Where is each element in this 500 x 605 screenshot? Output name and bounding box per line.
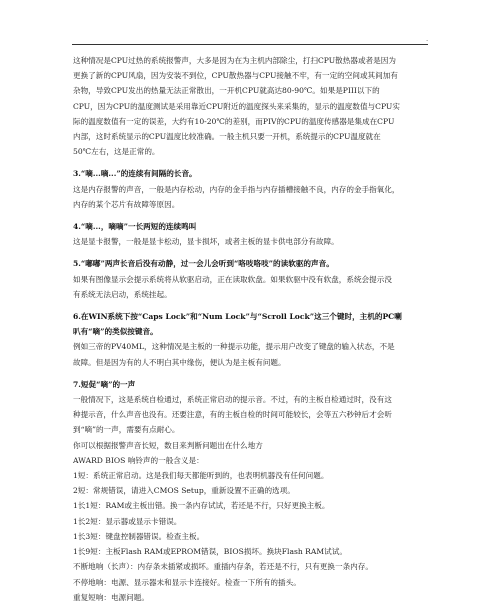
section-5	[73, 256, 431, 302]
text-line: 不停地响：电源、显示器未和显示卡连接好。检查一下所有的插头。	[73, 577, 301, 587]
text-line: 例如三帝的PV40ML，这种情况是主板的一种提示功能，提示用户改变了键盘的输入状态，不是	[73, 342, 395, 352]
section-heading: 4.“嘀...，嘀嘀”一长两短的连续鸣叫	[73, 222, 197, 232]
text-line: 如果有图像显示会提示系统将从软驱启动，正在读取软盘。如果软驱中没有软盘，系统会提示没	[73, 274, 392, 284]
text-line: 这是内存报警的声音，一般是内存松动，内存的金手指与内存插槽接触不良，内存的金手指氧化，	[73, 184, 400, 194]
section-heading: 7.短促“嘀”的一声	[73, 379, 136, 389]
text-line: 种提示音，什么声音也没有。还要注意，有的主板自检的时间可能较长，会等五六秒钟后才会听	[73, 410, 392, 420]
section-heading: 5.“嘟嘟”两声长音后没有动静，过一会儿会听到“咯吱咯吱”的读软驱的声音。	[73, 259, 334, 269]
text-line: 故障。但是因为有的人不明白其中缘伤，便认为是主板有问题。	[73, 357, 286, 367]
text-line: 内存的某个芯片有故障等原因。	[73, 199, 180, 209]
text-line: 有系统无法启动，系统挂起。	[73, 289, 172, 299]
document-body	[73, 53, 431, 605]
section-6	[73, 309, 431, 370]
text-line: 1长3短：键盘控制器错误。检查主板。	[73, 531, 205, 541]
text-line: 1短：系统正常启动。这是我们每天都能听到的，也表明机器没有任何问题。	[73, 471, 329, 481]
text-line: 更换了新的CPU风扇，因为安装不到位，CPU散热器与CPU接触不牢，有一定的空间或其间加有	[73, 71, 398, 81]
text-line: 你可以根据报警声音长短，数目来判断问题出在什么地方	[73, 440, 263, 450]
text-line: 一般情况下，这是系统自检通过，系统正常启动的提示音。不过，有的主板自检通过时，没有这	[73, 395, 392, 405]
header-mark: .	[426, 36, 428, 43]
text-line: AWARD BIOS 响铃声的一般含义是：	[73, 455, 204, 465]
text-line: 到“嘀”的一声，需要有点耐心。	[73, 425, 180, 435]
text-line: 不断地响（长声）：内存条未插紧或损坏。重插内存条，若还是不行，只有更换一条内存。	[73, 562, 373, 572]
section-3	[73, 166, 431, 212]
text-line: 重复短响：电源问题。	[73, 592, 149, 602]
text-line: 1长9短：主板Flash RAM或EPROM错误，BIOS损坏。换块Flash RAM试试。	[73, 547, 347, 557]
section-4	[73, 219, 431, 249]
section-intro	[73, 53, 431, 159]
text-line: 内部，这时系统显示的CPU温度比较准确。一般主机只要一开机，系统提示的CPU温度就在	[73, 132, 381, 142]
text-line: CPU，因为CPU的温度测试是采用靠近CPU附近的温度探头来采集的，显示的温度数值与CPU实	[73, 101, 400, 111]
section-7	[73, 377, 431, 605]
text-line: 杂物，导致CPU发出的热量无法正常散出，一开机CPU就高达80-90℃。如果是PIII以下的	[73, 86, 380, 96]
text-line: 50℃左右，这是正常的。	[73, 147, 160, 157]
text-line: 1长1短：RAM或主板出错。换一条内存试试，若还是不行，只好更换主板。	[73, 501, 330, 511]
text-line: 2短：常规错误，请进入CMOS Setup，重新设置不正确的选项。	[73, 486, 295, 496]
text-line: 这是显卡报警，一般是显卡松动，显卡损坏，或者主板的显卡供电部分有故障。	[73, 237, 339, 247]
section-heading-continued: 叭有“嘀”的类似按键音。	[73, 327, 158, 337]
section-heading: 6.在WIN系统下按“Caps Lock”和“Num Lock”与“Scroll Lock”这三个键时，主机的PC喇	[73, 312, 402, 322]
text-line: 这种情况是CPU过热的系统报警声，大多是因为在为主机内部除尘，打扫CPU散热器或者是因为	[73, 56, 396, 65]
section-heading: 3.“嘀...嘀...”的连续有间隔的长音。	[73, 169, 197, 179]
header-rule	[72, 44, 428, 45]
text-line: 际的温度数值有一定的误差，大约有10-20℃的差别，而PIV的CPU的温度传感器是集成在CPU	[73, 116, 395, 126]
text-line: 1长2短：显示器或显示卡错误。	[73, 516, 182, 526]
